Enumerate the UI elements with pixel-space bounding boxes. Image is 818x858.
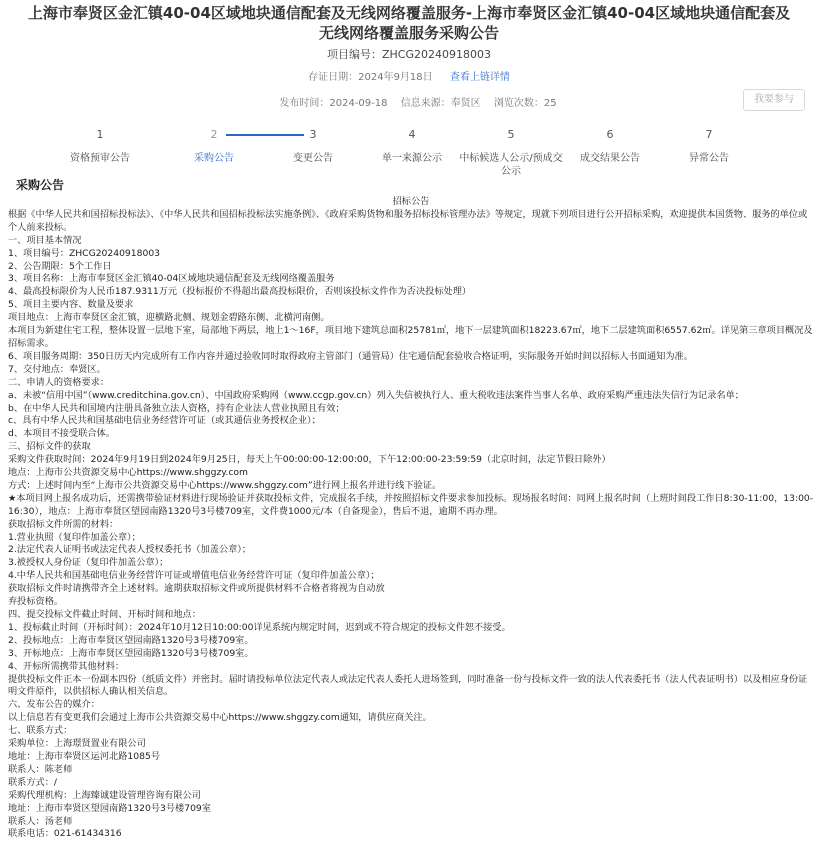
body-line: 弃投标资格。 <box>8 596 64 608</box>
step-label: 资格预审公告 <box>70 153 130 164</box>
body-line: 1、投标截止时间（开标时间）：2024年10月12日10:00:00详见系统内规定时间，迟到或不符合规定的投标文件恕不接受。 <box>8 621 511 633</box>
body-line: 二、申请人的资格要求： <box>8 376 110 388</box>
body-line: 地址：上海市奉贤区运河北路1085号 <box>8 750 161 762</box>
body-line: 6、项目服务周期：350日历天内完成所有工作内容并通过验收同时取得政府主管部门（通管局）住宅通信配套验收合格证明，实际服务开始时间以招标人书面通知为准。 <box>8 350 693 362</box>
body-line: 六、发布公告的媒介： <box>8 699 100 711</box>
body-line: 地址：上海市奉贤区望园南路1320号3号楼709室 <box>8 802 211 814</box>
announcement-body <box>8 196 814 841</box>
body-line: 4.中华人民共和国基础电信业务经营许可证或增值电信业务经营许可证（复印件加盖公章）； <box>8 570 380 582</box>
step-label: 变更公告 <box>293 153 333 164</box>
body-line: 1、项目编号：ZHCG20240918003 <box>8 247 161 259</box>
body-line: 2.法定代表人证明书或法定代表人授权委托书（加盖公章）； <box>8 544 252 556</box>
step-number: 4 <box>408 128 416 141</box>
body-line: d、本项目不接受联合体。 <box>8 428 115 440</box>
step-1[interactable] <box>40 128 160 165</box>
section-title: 采购公告 <box>16 178 65 192</box>
body-line: 七、联系方式： <box>8 725 73 737</box>
body-line: 1.营业执照（复印件加盖公章）； <box>8 531 141 543</box>
step-label: 采购公告 <box>194 153 234 164</box>
body-line: 地点：上海市公共资源交易中心https://www.shggzy.com <box>8 467 248 479</box>
body-lines <box>8 209 814 841</box>
body-line: 3、开标地点：上海市奉贤区望园南路1320号3号楼709室。 <box>8 647 254 659</box>
archive-date: 存证日期：2024年9月18日 <box>308 72 433 83</box>
body-line: b、在中华人民共和国境内注册具备独立法人资格，持有企业法人营业执照且有效； <box>8 402 345 414</box>
step-number: 5 <box>507 128 515 141</box>
body-line: 获取招标文件所需的材料： <box>8 518 119 530</box>
body-line: 获取招标文件时请携带齐全上述材料。逾期获取招标文件或所提供材料不合格者将视为自动放 <box>8 583 385 595</box>
body-line: 3、项目名称：上海市奉贤区金汇镇40-04区域地块通信配套及无线网络覆盖服务 <box>8 273 335 285</box>
body-line: 方式：上述时间内至“上海市公共资源交易中心https://www.shggzy.com”进行网上报名并进行线下验证。 <box>8 479 442 491</box>
body-line: 联系人：陈老师 <box>8 763 73 775</box>
body-line: 7、交付地点：奉贤区。 <box>8 363 106 375</box>
step-number: 6 <box>606 128 614 141</box>
title-line-1: 上海市奉贤区金汇镇40-04区域地块通信配套及无线网络覆盖服务-上海市奉贤区金汇镇40-04区域地块通信配套及 <box>27 4 791 22</box>
step-number: 3 <box>309 128 317 141</box>
step-label: 异常公告 <box>689 153 729 164</box>
body-line: 联系电话：021-61434316 <box>8 828 122 840</box>
progress-steps <box>50 128 760 178</box>
body-line: 5、项目主要内容、数量及要求 <box>8 299 134 311</box>
body-line: c、具有中华人民共和国基础电信业务经营许可证（或其通信业务授权企业）； <box>8 415 321 427</box>
body-line: 以上信息若有变更我们会通过上海市公共资源交易中心https://www.shggzy.com通知，请供应商关注。 <box>8 712 432 724</box>
info-source: 信息来源：奉贤区 <box>400 98 481 109</box>
body-line: ★本项目网上报名成功后，还需携带验证材料进行现场验证并获取投标文件，完成报名手续，并按照招标文件要求参加投标。现场报名时间：同网上报名时间（上班时间段工作日8:30-11:00，13:00-16:30），地点：上海市奉贤区望园南路1320号3号楼709室，文件费1000元/本（自备现金），售后不退，逾期不再办理。 <box>8 492 814 517</box>
body-line: 项目地点：上海市奉贤区金汇镇，迎横路北侧、规划金碧路东侧、北横河南侧。 <box>8 312 330 324</box>
step-label: 中标候选人公示/预成交公示 <box>459 153 563 177</box>
body-line: 四、提交投标文件截止时间、开标时间和地点： <box>8 609 201 620</box>
body-line: 联系人：汤老师 <box>8 815 73 827</box>
body-line: 2、投标地点：上海市奉贤区望园南路1320号3号楼709室。 <box>8 634 254 646</box>
view-count: 浏览次数：25 <box>493 98 557 109</box>
body-heading: 招标公告 <box>392 196 430 207</box>
body-line: 采购文件获取时间：2024年9月19日到2024年9月25日，每天上午00:00:00-12:00:00，下午12:00:00-23:59:59（北京时间，法定节假日除外） <box>8 454 611 466</box>
step-number: 1 <box>96 128 104 141</box>
body-line: 根据《中华人民共和国招标投标法》、《中华人民共和国招标投标法实施条例》、《政府采购货物和服务招标投标管理办法》等规定，现就下列项目进行公开招标采购，欢迎提供本国货物、服务的单位或个人前来投标。 <box>8 208 808 233</box>
body-line: 2、公告期限：5个工作日 <box>8 260 112 272</box>
step-number: 7 <box>705 128 713 141</box>
meta-row <box>0 94 818 109</box>
step-label: 单一来源公示 <box>382 153 442 164</box>
step-number: 2 <box>210 128 218 141</box>
body-line: 采购代理机构：上海臻诚建设管理咨询有限公司 <box>8 789 201 801</box>
archive-row <box>0 68 818 83</box>
step-7[interactable] <box>649 128 769 165</box>
chain-details-link[interactable]: 查看上链详情 <box>449 72 510 83</box>
body-line: 本项目为新建住宅工程，整体设置一层地下室，局部地下两层，地上1～16F，项目地下建筑总面积25781㎡，地下一层建筑面积18223.67㎡，地下二层建筑面积6557.62㎡。详见第三章项目概况及招标需求。 <box>8 325 813 349</box>
publish-time: 发布时间：2024-09-18 <box>279 98 388 109</box>
title-line-2: 无线网络覆盖服务采购公告 <box>318 24 499 42</box>
body-line: a、未被“信用中国”（www.creditchina.gov.cn）、中国政府采购网（www.ccgp.gov.cn）列入失信被执行人、重大税收违法案件当事人名单、政府采购严重违法失信行为记录名单； <box>8 389 744 401</box>
body-line: 4、开标所需携带其他材料： <box>8 660 125 672</box>
join-button[interactable]: 我要参与 <box>743 89 805 111</box>
body-line: 提供投标文件正本一份副本四份（纸质文件）并密封。届时请投标单位法定代表人或法定代表人委托人进场签到，同时准备一份与投标文件一致的法人代表委托书（法人代表证明书）以及相应身份证明文件原件，以供招标人确认相关信息。 <box>8 673 808 698</box>
body-line: 联系方式：/ <box>8 776 58 788</box>
body-line: 4、最高投标限价为人民币187.9311万元（投标报价不得超出最高投标限价，否则该投标文件作为否决投标处理） <box>8 286 472 298</box>
body-line: 一、项目基本情况 <box>8 234 82 246</box>
body-line: 采购单位：上海璟贤置业有限公司 <box>8 738 146 750</box>
body-line: 3.被授权人身份证（复印件加盖公章）； <box>8 557 169 569</box>
page-title <box>0 3 818 43</box>
project-number: 项目编号：ZHCG20240918003 <box>327 48 491 61</box>
step-label: 成交结果公告 <box>580 153 640 164</box>
body-line: 三、招标文件的获取 <box>8 441 91 453</box>
